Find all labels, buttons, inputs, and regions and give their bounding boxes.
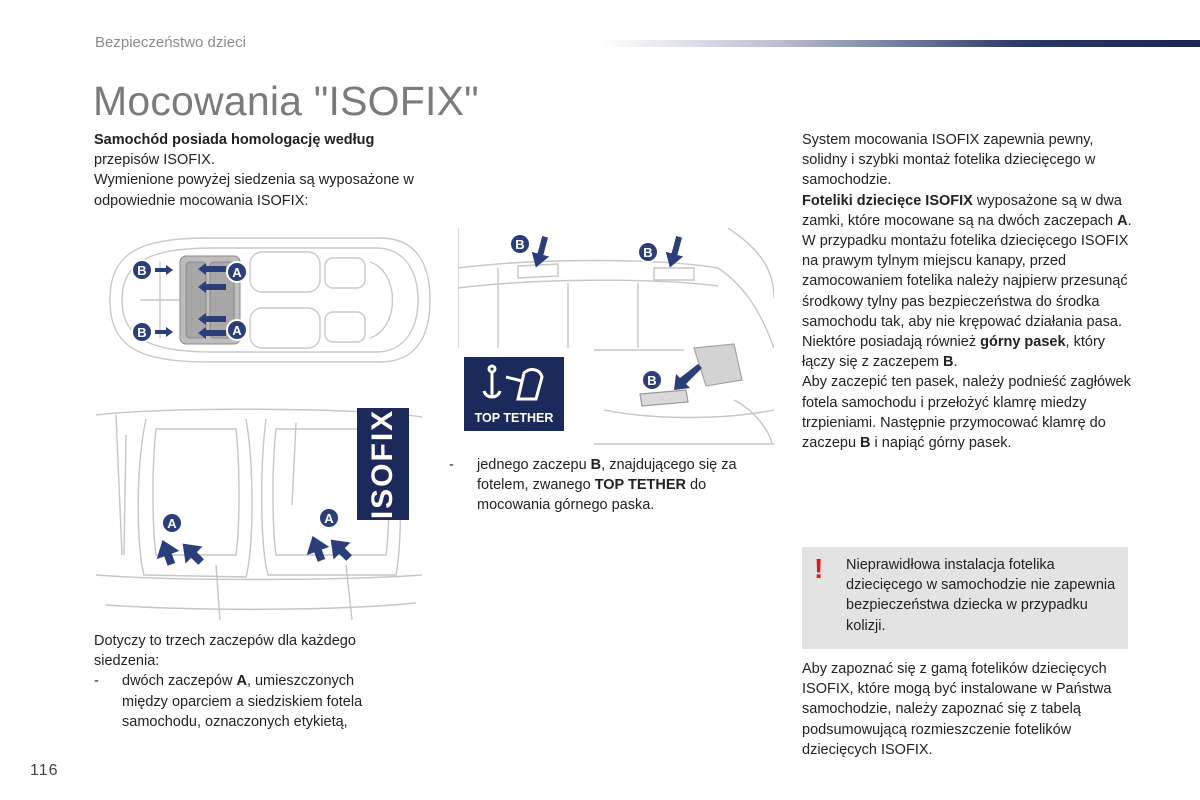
child-seat-anchor-icon xyxy=(466,359,562,407)
right-p5-pre: Aby zaczepić ten pasek, należy podnieść zagłówek fotela samochodu i przełożyć klamrę miedzy trzpieniami. Następnie przymocować klamrę do zaczepu xyxy=(802,374,1131,452)
isofix-label-text: ISOFIX xyxy=(366,408,400,520)
bullet1-bold-a: A xyxy=(236,673,247,690)
car-top-view-illustration xyxy=(100,232,434,368)
bullet2-pre: jednego zaczepu xyxy=(477,457,591,473)
rear-shelf-illustration xyxy=(458,228,774,348)
label-b-detail: B xyxy=(647,373,657,388)
label-b-top-text: B xyxy=(137,263,147,278)
intro-bold: Samochód posiada homologację według xyxy=(94,132,375,148)
label-b-shelf-left: B xyxy=(515,237,525,252)
bullet1-pre: dwóch zaczepów xyxy=(122,673,237,690)
bullet2-top-tether: TOP TETHER xyxy=(594,477,686,494)
left-intro xyxy=(94,130,424,211)
top-tether-text: TOP TETHER xyxy=(466,411,562,425)
right-p3: W przypadku montażu fotelika dziecięcego ISOFIX na prawym tylnym miejscu kanapy, przed zamocowaniem fotelika należy najpierw przesunąć środkowy tylny pas bezpieczeństwa do środka samochodu tak, aby nie krępować działania pasa. xyxy=(802,233,1129,330)
right-p4-mid: , który łączy się z zaczepem xyxy=(802,334,1106,371)
intro-line2: Wymienione powyżej siedzenia są wyposażone w odpowiednie mocowania ISOFIX: xyxy=(94,172,414,209)
label-a-seat-left: A xyxy=(167,516,177,531)
label-b-bottom-text: B xyxy=(137,325,147,340)
tether-detail-illustration xyxy=(594,340,774,448)
bullet1-post: , umieszczonych między oparciem a siedziskiem fotela samochodu, oznaczonych etykietą, xyxy=(122,673,363,730)
right-column xyxy=(802,130,1132,453)
bullet2-post: do mocowania górnego paska. xyxy=(477,477,707,514)
right-p5-end: i napiąć górny pasek. xyxy=(870,435,1012,452)
right-p4-pre: Niektóre posiadają również xyxy=(802,334,981,351)
intro-rest: przepisów ISOFIX. xyxy=(94,152,215,169)
section-header: Bezpieczeństwo dzieci xyxy=(95,34,246,51)
right-p2-pre: wyposażone są w dwa zamki, które mocowane są na dwóch zaczepach xyxy=(802,192,1122,229)
right-p2-bold-a: A xyxy=(1117,212,1128,229)
bullet2-bold-b: B xyxy=(590,457,602,473)
after-image-text: Dotyczy to trzech zaczepów dla każdego siedzenia: xyxy=(94,633,356,670)
warning-box xyxy=(802,547,1128,649)
label-a-seat-right: A xyxy=(324,511,334,526)
label-a-bottom-text: A xyxy=(232,323,242,338)
warning-icon: ! xyxy=(814,553,824,584)
right-p2-bold: Foteliki dziecięce ISOFIX xyxy=(802,192,973,209)
label-b-shelf-right: B xyxy=(643,245,653,260)
isofix-label xyxy=(357,408,409,520)
page-number: 116 xyxy=(30,762,59,779)
right-p4-bold-b: B xyxy=(943,354,954,371)
right-p4-end: . xyxy=(953,354,958,371)
top-tether-label xyxy=(464,357,564,431)
right-p2-end: . xyxy=(1127,212,1132,229)
middle-bullet: - jednego zaczepu B, znajdującego się za fotelem, zwanego TOP TETHER do mocowania górnego paska. xyxy=(449,457,737,514)
left-bottom: Dotyczy to trzech zaczepów dla każdego siedzenia: - dwóch zaczepów A, umieszczonych między oparciem a siedziskiem fotela samochodu, oznaczonych etykietą, xyxy=(94,631,394,732)
right-p1: System mocowania ISOFIX zapewnia pewny, solidny i szybki montaż fotelika dziecięcego w samochodzie. xyxy=(802,132,1096,189)
label-a-top-text: A xyxy=(232,265,242,280)
header-accent-bar xyxy=(600,40,1200,47)
right-p5-bold-b: B xyxy=(860,435,871,452)
page-title: Mocowania "ISOFIX" xyxy=(93,78,479,124)
bullet2-mid: , znajdującego się za fotelem, zwanego xyxy=(477,457,737,494)
warning-text: Nieprawidłowa instalacja fotelika dziecięcego w samochodzie nie zapewnia bezpieczeństwa dziecka w przypadku kolizji. xyxy=(846,557,1116,634)
right-p4-bold: górny pasek xyxy=(980,334,1066,351)
closing-paragraph: Aby zapoznać się z gamą fotelików dziecięcych ISOFIX, które mogą być instalowane w Państwa samochodzie, należy zapoznać się z tabelą podsumowującą rozmieszczenie fotelików dziecięcych ISOFIX. xyxy=(802,661,1112,758)
